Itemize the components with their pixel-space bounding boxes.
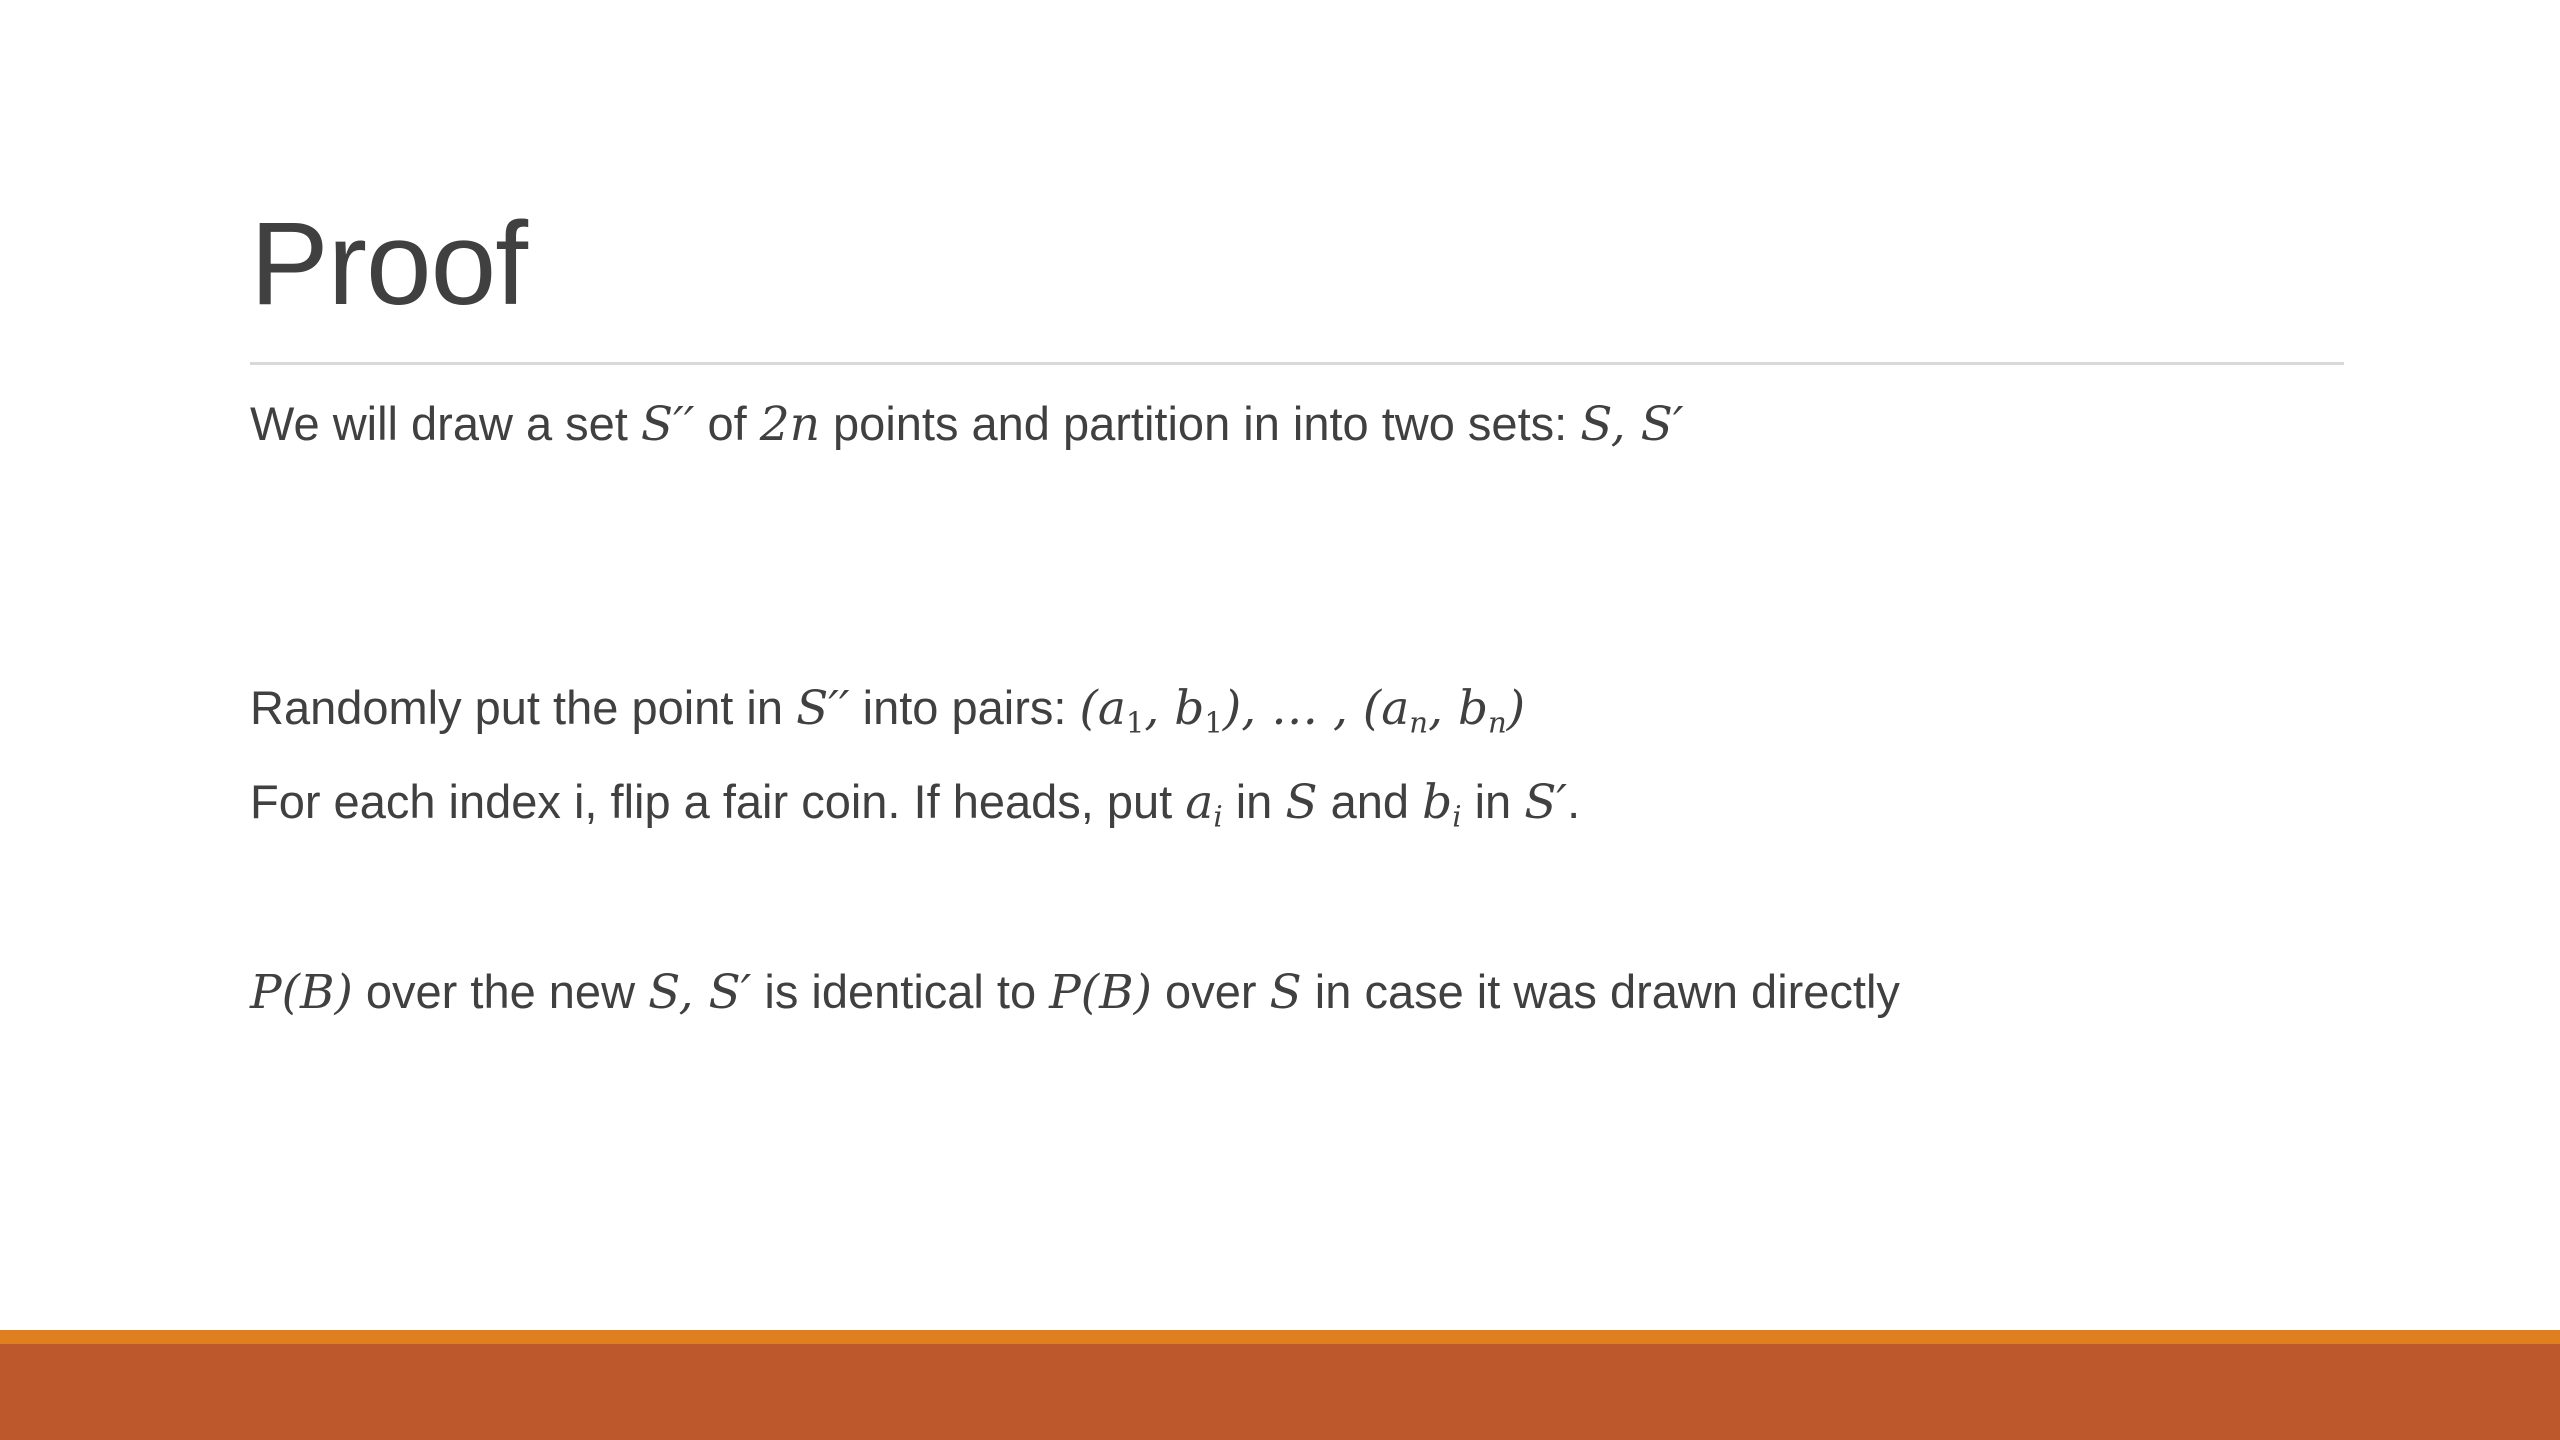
bullet-line-4 [250, 965, 1900, 1020]
math-run: S′ [1524, 775, 1568, 830]
text-run: over the new [352, 965, 649, 1018]
math-subscript: 1 [1125, 705, 1145, 740]
text-run: and [1317, 775, 1423, 828]
text-run: in [1461, 775, 1525, 828]
math-subscript: i [1213, 799, 1223, 834]
bullet-line-1 [250, 397, 1684, 452]
text-run: of [694, 397, 760, 450]
math-run: S [1269, 965, 1302, 1020]
text-run: into pairs: [849, 681, 1080, 734]
math-run: ) [1506, 681, 1526, 736]
math-run: ), … , (a [1222, 681, 1410, 736]
bullet-line-3 [250, 775, 1581, 834]
bullet-line-2 [250, 681, 1526, 740]
text-run: is identical to [751, 965, 1050, 1018]
math-run: (a [1079, 681, 1126, 736]
math-run: S [1285, 775, 1318, 830]
math-run: S′′ [640, 397, 695, 452]
text-run: . [1567, 775, 1581, 828]
text-run: in [1222, 775, 1286, 828]
text-run: For each index i, flip a fair coin. If heads, put [250, 775, 1186, 828]
math-run: P(B) [250, 965, 353, 1020]
math-subscript: n [1488, 705, 1507, 740]
math-subscript: 1 [1204, 705, 1223, 740]
math-run: S, S′ [648, 965, 752, 1020]
math-run: S, S′ [1580, 397, 1684, 452]
text-run: We will draw a set [250, 397, 641, 450]
slide-title: Proof [250, 198, 528, 330]
math-run: , b [1144, 681, 1205, 736]
title-divider [250, 362, 2344, 365]
text-run: in case it was drawn directly [1301, 965, 1900, 1018]
math-run: b [1422, 775, 1453, 830]
footer-accent-stripe [0, 1330, 2560, 1344]
math-run: S′′ [796, 681, 850, 736]
math-run: P(B) [1049, 965, 1152, 1020]
text-run: Randomly put the point in [250, 681, 797, 734]
math-run: , b [1428, 681, 1489, 736]
math-run: a [1185, 775, 1214, 830]
math-subscript: i [1452, 799, 1462, 834]
text-run: over [1152, 965, 1270, 1018]
text-run: points and partition in into two sets: [819, 397, 1581, 450]
footer-band [0, 1344, 2560, 1440]
math-subscript: n [1409, 705, 1429, 740]
math-run: 2n [759, 397, 820, 452]
